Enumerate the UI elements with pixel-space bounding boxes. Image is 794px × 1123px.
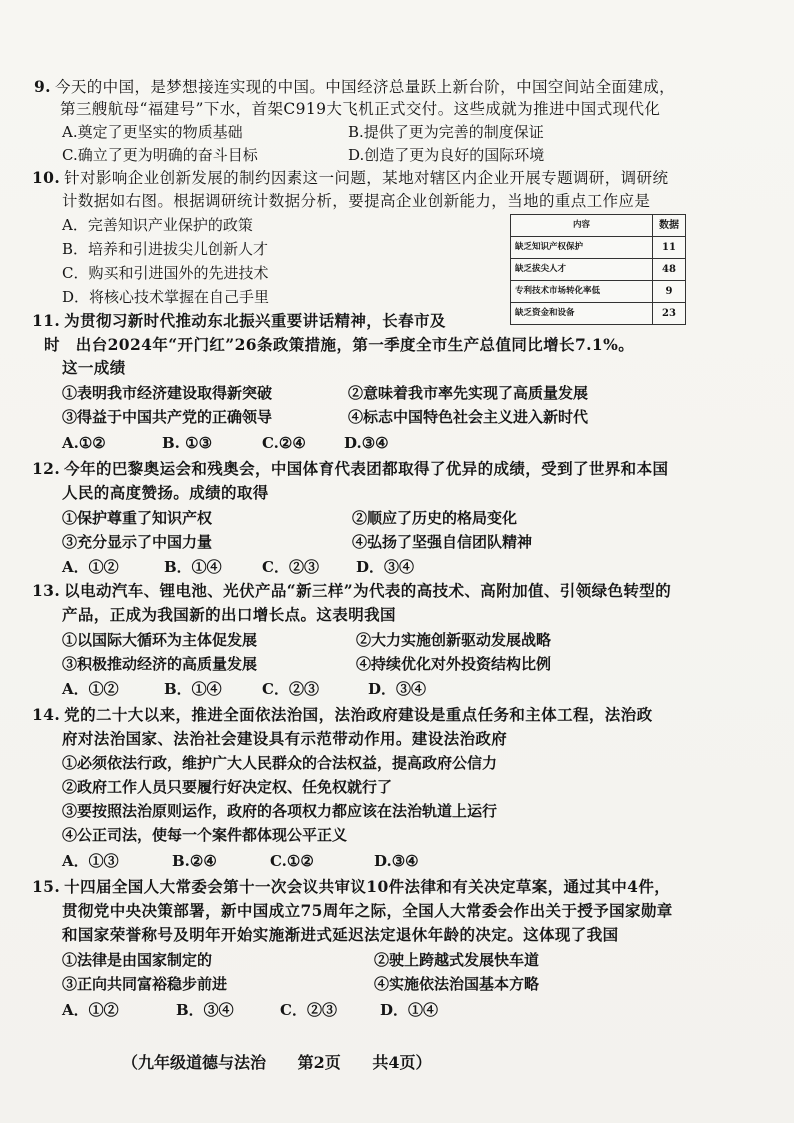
answer-d[interactable]: D．③④: [368, 680, 427, 698]
statement-2: ②意味着我市率先实现了高质量发展: [348, 384, 589, 402]
table-cell: 缺乏拔尖人才: [511, 259, 653, 281]
answer-d[interactable]: D.③④: [374, 852, 419, 870]
question-text: 12. 今年的巴黎奥运会和残奥会，中国体育代表团都取得了优异的成绩，受到了世界和本国: [32, 459, 669, 478]
answer-c[interactable]: C．②③: [280, 1001, 337, 1019]
footer-page-number: 第2页: [297, 1053, 341, 1072]
question-text: 人民的高度赞扬。成绩的取得: [62, 483, 269, 502]
table-row: [511, 281, 686, 303]
question-text: 10. 针对影响企业创新发展的制约因素这一问题，某地对辖区内企业开展专题调研，调研统: [32, 168, 669, 187]
answer-d[interactable]: D．①④: [380, 1001, 439, 1019]
statement-4: ④标志中国特色社会主义进入新时代: [348, 408, 589, 426]
table-cell: 缺乏知识产权保护: [511, 237, 653, 259]
answer-b[interactable]: B．①④: [164, 680, 222, 698]
table-row: [511, 237, 686, 259]
statement-3: ③要按照法治原则运作，政府的各项权力都应该在法治轨道上运行: [62, 802, 498, 820]
statement-2: ②顺应了历史的格局变化: [352, 509, 518, 527]
option-a[interactable]: A．完善知识产业保护的政策: [62, 216, 253, 234]
statement-4: ④弘扬了坚强自信团队精神: [352, 533, 533, 551]
question-text: 14. 党的二十大以来，推进全面依法治国，法治政府建设是重点任务和主体工程，法治政: [32, 705, 653, 724]
statement-3: ③得益于中国共产党的正确领导: [62, 408, 273, 426]
answer-b[interactable]: B. ①③: [162, 434, 213, 452]
table-cell: 48: [653, 259, 686, 281]
statement-1: ①保护尊重了知识产权: [62, 509, 213, 527]
answer-a[interactable]: A．①②: [62, 1001, 119, 1019]
question-text: 府对法治国家、法治社会建设具有示范带动作用。建设法治政府: [62, 729, 508, 748]
table-header-cell: 内容: [511, 215, 653, 237]
table-cell: 缺乏资金和设备: [511, 303, 653, 325]
answer-a[interactable]: A．①②: [62, 680, 119, 698]
answer-a[interactable]: A．①②: [62, 558, 119, 576]
table-cell: 11: [653, 237, 686, 259]
statement-3: ③充分显示了中国力量: [62, 533, 213, 551]
statement-4: ④持续优化对外投资结构比例: [356, 655, 552, 673]
option-a[interactable]: A.奠定了更坚实的物质基础: [62, 123, 243, 141]
answer-d[interactable]: D．③④: [356, 558, 415, 576]
answer-b[interactable]: B.②④: [172, 852, 217, 870]
table-header-cell: 数据: [653, 215, 686, 237]
answer-d[interactable]: D.③④: [344, 434, 389, 452]
table-header-row: [511, 215, 686, 237]
answer-a[interactable]: A．①③: [62, 852, 119, 870]
question-text: 13. 以电动汽车、锂电池、光伏产品“新三样”为代表的高技术、高附加值、引领绿色转型的: [32, 581, 672, 600]
question-text: 这一成绩: [62, 358, 126, 377]
table-cell: 23: [653, 303, 686, 325]
statement-1: ①表明我市经济建设取得新突破: [62, 384, 273, 402]
answer-b[interactable]: B．①④: [164, 558, 222, 576]
statement-1: ①法律是由国家制定的: [62, 951, 213, 969]
option-d[interactable]: D．将核心技术掌握在自己手里: [62, 288, 270, 306]
question-text: 9. 今天的中国，是梦想接连实现的中国。中国经济总量跃上新台阶，中国空间站全面建成，: [34, 77, 676, 96]
question-text: 产品，正成为我国新的出口增长点。这表明我国: [62, 605, 396, 624]
footer-total-pages: 共4页）: [372, 1053, 432, 1072]
statement-2: ②政府工作人员只要履行好决定权、任免权就行了: [62, 778, 393, 796]
answer-c[interactable]: C.①②: [270, 852, 314, 870]
option-c[interactable]: C．购买和引进国外的先进技术: [62, 264, 269, 282]
statement-1: ①以国际大循环为主体促发展: [62, 631, 258, 649]
statement-1: ①必须依法行政，维护广大人民群众的合法权益，提高政府公信力: [62, 754, 498, 772]
statement-3: ③正向共同富裕稳步前进: [62, 975, 228, 993]
answer-b[interactable]: B．③④: [176, 1001, 234, 1019]
option-b[interactable]: B．培养和引进拔尖儿创新人才: [62, 240, 269, 258]
statement-2: ②驶上跨越式发展快车道: [374, 951, 540, 969]
table-cell: 9: [653, 281, 686, 303]
statement-2: ②大力实施创新驱动发展战略: [356, 631, 552, 649]
answer-c[interactable]: C．②③: [262, 680, 319, 698]
survey-data-table: [510, 214, 686, 325]
statement-3: ③积极推动经济的高质量发展: [62, 655, 258, 673]
question-text: 和国家荣誉称号及明年开始实施渐进式延迟法定退休年龄的决定。这体现了我国: [62, 925, 619, 944]
answer-c[interactable]: C.②④: [262, 434, 306, 452]
question-text: 第三艘航母“福建号”下水，首架C919大飞机正式交付。这些成就为推进中国式现代化: [60, 100, 661, 118]
question-text: 贯彻党中央决策部署，新中国成立75周年之际，全国人大常委会作出关于授予国家勋章: [62, 901, 673, 920]
answer-a[interactable]: A.①②: [62, 434, 106, 452]
option-b[interactable]: B.提供了更为完善的制度保证: [348, 123, 544, 141]
table-cell: 专利技术市场转化率低: [511, 281, 653, 303]
footer-subject: （九年级道德与法治: [122, 1053, 267, 1072]
table-row: [511, 259, 686, 281]
page-footer: [122, 1050, 457, 1073]
question-text: 时 出台2024年“开门红”26条政策措施，第一季度全市生产总值同比增长7.1%。: [44, 335, 635, 354]
question-text: 计数据如右图。根据调研统计数据分析，要提高企业创新能力，当地的重点工作应是: [62, 192, 651, 210]
table-row: [511, 303, 686, 325]
statement-4: ④公正司法，使每一个案件都体现公平正义: [62, 826, 348, 844]
option-c[interactable]: C.确立了更为明确的奋斗目标: [62, 146, 258, 164]
option-d[interactable]: D.创造了更为良好的国际环境: [348, 146, 545, 164]
statement-4: ④实施依法治国基本方略: [374, 975, 540, 993]
answer-c[interactable]: C．②③: [262, 558, 319, 576]
question-text: 15. 十四届全国人大常委会第十一次会议共审议10件法律和有关决定草案，通过其中4件，: [32, 877, 671, 896]
question-text: 11. 为贯彻习新时代推动东北振兴重要讲话精神，长春市及: [32, 311, 446, 330]
